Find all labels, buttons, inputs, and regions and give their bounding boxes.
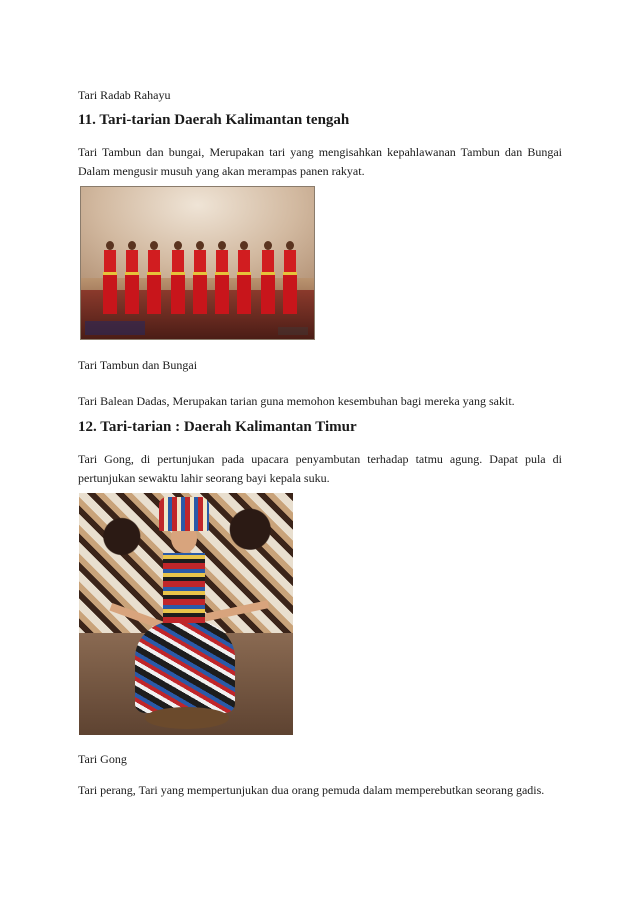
caption-tari-gong: Tari Gong — [78, 752, 127, 766]
text-tari-radab-rahayu: Tari Radab Rahayu — [78, 88, 171, 102]
photo-watermark — [278, 327, 308, 335]
caption-tari-tambun-dan-bungai: Tari Tambun dan Bungai — [78, 358, 198, 372]
photo-tari-tambun-dan-bungai — [80, 186, 315, 340]
paragraph-tari-perang: Tari perang, Tari yang mempertunjukan dua orang pemuda dalam memperebutkan seorang gadis. — [78, 783, 545, 797]
heading-kalimantan-timur: 12. Tari-tarian : Daerah Kalimantan Timur — [78, 419, 357, 435]
heading-kalimantan-tengah: 11. Tari-tarian Daerah Kalimantan tengah — [78, 112, 350, 128]
photo-logo-overlay — [85, 321, 145, 335]
paragraph-tari-balean-dadas: Tari Balean Dadas, Merupakan tarian guna memohon kesembuhan bagi mereka yang sakit. — [78, 394, 515, 408]
paragraph-tari-gong: Tari Gong, di pertunjukan pada upacara penyambutan terhadap tatmu agung. Dapat pula di pertunjukan sewaktu lahir seorang bayi kepala suku. — [78, 452, 562, 485]
paragraph-tari-tambun: Tari Tambun dan bungai, Merupakan tari yang mengisahkan kepahlawanan Tambun dan Bungai Dalam mengusir musuh yang akan merampas panen rakyat. — [78, 145, 562, 178]
photo-tari-gong — [79, 493, 293, 735]
